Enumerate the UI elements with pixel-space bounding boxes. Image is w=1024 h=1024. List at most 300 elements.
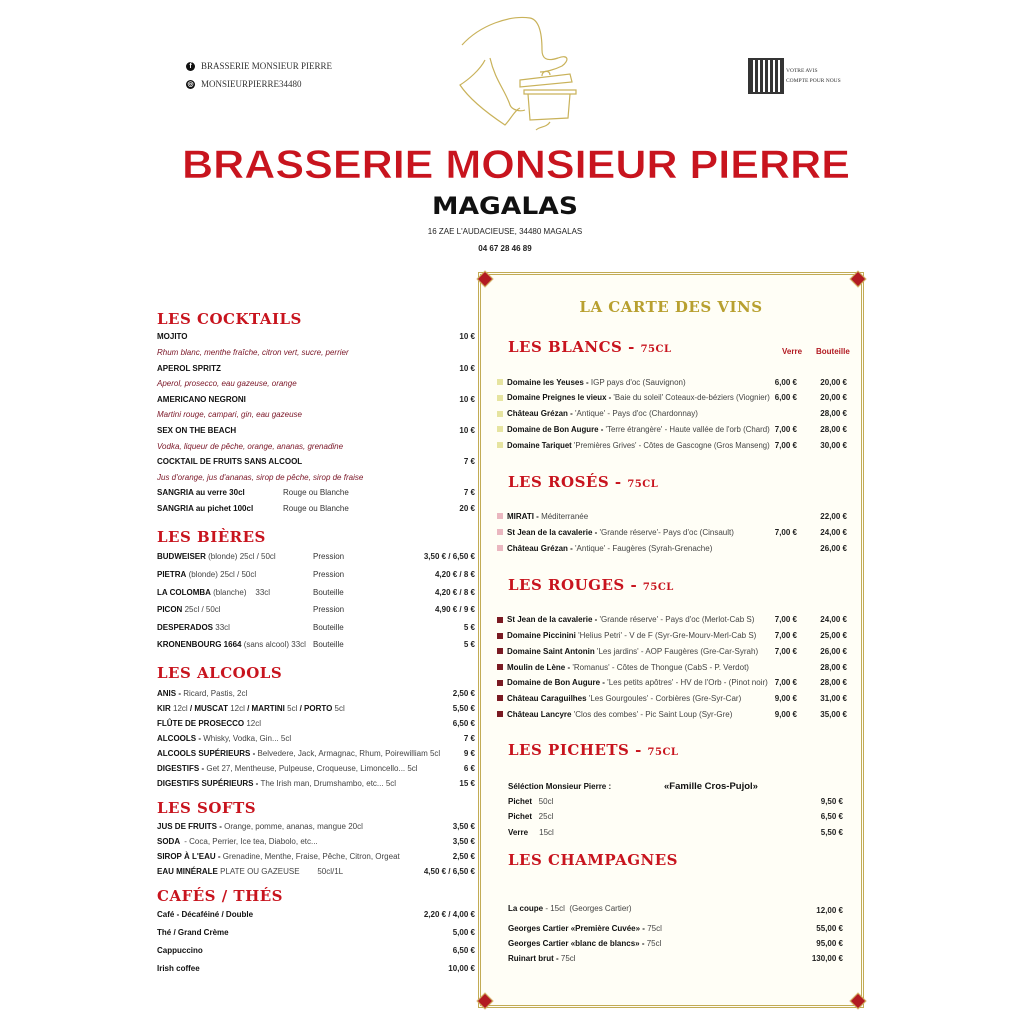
item-detail: Belvedere, Jack, Armagnac, Rhum, Poirewilliam 5cl xyxy=(255,748,441,758)
item-name: SANGRIA au verre 30cl xyxy=(157,488,245,498)
wine-text xyxy=(507,441,770,450)
bottle-price: 28,00 € xyxy=(820,678,847,688)
wine-detail: 'Les jardins' - AOP Faugères (Gre-Car-Syrah) xyxy=(594,646,759,656)
menu-item xyxy=(157,924,475,942)
item-detail: Orange, pomme, ananas, mangue 20cl xyxy=(221,822,363,832)
item-text xyxy=(508,812,553,821)
wine-name: Domaine les Yeuses - xyxy=(507,377,589,387)
menu-item xyxy=(157,864,475,879)
menu-item xyxy=(157,701,475,716)
wine-color-swatch-icon xyxy=(497,513,503,519)
item-text xyxy=(157,395,246,404)
item-text xyxy=(157,837,318,846)
bottle-price: 26,00 € xyxy=(820,646,847,656)
menu-item xyxy=(157,959,475,977)
item-name: Pichet xyxy=(508,812,533,821)
qr-caption-line-1: VOTRE AVIS xyxy=(786,68,818,74)
glass-price: 6,00 € xyxy=(774,377,797,387)
wine-detail: 'Baie du soleil' Coteaux-de-béziers (Viognier) xyxy=(611,393,770,403)
item-detail: 12cl xyxy=(227,703,248,713)
item-detail: PLATE OU GAZEUSE 50cl/1L xyxy=(217,866,344,876)
item-text xyxy=(157,332,188,341)
wine-name: Moulin de Lène - xyxy=(507,662,571,672)
wine-detail: 'Antique' - Pays d'oc (Chardonnay) xyxy=(572,409,698,418)
item-price: 5 € xyxy=(463,640,475,650)
item-name: Thé / Grand Crème xyxy=(157,928,229,938)
wine-item xyxy=(497,706,847,722)
wine-name: Domaine Preignes le vieux - xyxy=(507,393,612,403)
selection-value: «Famille Cros-Pujol» xyxy=(664,780,758,792)
section-title-suffix: 75CL xyxy=(642,582,674,593)
item-detail: 33cl xyxy=(213,622,230,632)
wine-name: St Jean de la cavalerie - xyxy=(507,615,598,625)
restaurant-title xyxy=(180,140,852,186)
menu-item xyxy=(157,566,475,584)
item-text xyxy=(157,689,247,698)
wine-list xyxy=(497,508,847,556)
item-detail: 25cl xyxy=(532,812,554,821)
item-name: Georges Cartier «Première Cuvée» - xyxy=(508,923,645,933)
menu-item xyxy=(157,686,475,701)
wine-detail: 'Helius Petri' - V de F (Syr-Gre-Mourv-Merl-Cab S) xyxy=(575,631,757,641)
item-price: 5,50 € xyxy=(452,703,475,713)
item-text xyxy=(157,588,270,597)
item-price: 7 € xyxy=(463,488,475,498)
item-description: Vodka, liqueur de pêche, orange, ananas, grenadine xyxy=(157,441,344,451)
item-text xyxy=(157,734,291,743)
item-name: COCKTAIL DE FRUITS SANS ALCOOL xyxy=(157,457,303,467)
item-list xyxy=(157,329,475,516)
wine-color-swatch-icon xyxy=(497,680,503,686)
qr-caption xyxy=(786,66,841,86)
item-name: BUDWEISER xyxy=(157,552,206,562)
menu-item xyxy=(157,906,475,924)
wine-item xyxy=(497,421,847,437)
bottle-price: 31,00 € xyxy=(820,693,847,703)
wine-detail: IGP pays d'oc (Sauvignon) xyxy=(588,377,686,387)
wine-name: Domaine Saint Antonin xyxy=(507,646,595,656)
item-name: Verre xyxy=(508,827,529,837)
wine-detail: 'Premières Grives' - Côtes de Gascogne (Gros Manseng) xyxy=(571,440,770,450)
item-text xyxy=(157,910,253,919)
section-title-text: LES ALCOOLS xyxy=(157,664,283,682)
item-detail: (blonde) 25cl / 50cl xyxy=(205,552,276,562)
wine-item xyxy=(497,524,847,540)
item-price: 9 € xyxy=(463,748,475,758)
section-title-text: LES CHAMPAGNES xyxy=(508,851,679,869)
item-price: 6,50 € xyxy=(820,812,843,821)
menu-item xyxy=(157,548,475,566)
bottle-price: 26,00 € xyxy=(820,543,847,553)
pichet-item-list xyxy=(508,793,843,840)
section-title xyxy=(157,310,302,328)
item-detail: 15cl xyxy=(528,827,554,837)
wine-item xyxy=(497,390,847,406)
glass-price: 7,00 € xyxy=(774,615,797,625)
item-text xyxy=(157,852,400,861)
item-text xyxy=(508,924,662,933)
item-text xyxy=(508,904,632,913)
instagram-label: MONSIEURPIERRE34480 xyxy=(201,79,302,89)
qr-code-icon[interactable] xyxy=(750,60,782,92)
item-name: SANGRIA au pichet 100cl xyxy=(157,504,254,514)
item-name: / MARTINI xyxy=(247,703,285,713)
item-price: 12,00 € xyxy=(816,906,843,915)
item-text xyxy=(157,623,230,632)
section-title-text: LES ROSÉS - xyxy=(508,473,628,491)
item-price: 2,20 € / 4,00 € xyxy=(423,910,475,920)
item-price: 95,00 € xyxy=(816,938,843,948)
item-detail: The Irish man, Drumshambo, etc... 5cl xyxy=(258,778,397,788)
pichet-item xyxy=(508,793,843,809)
item-detail: Get 27, Mentheuse, Pulpeuse, Croqueuse, Limoncello... 5cl xyxy=(204,763,418,773)
menu-item xyxy=(157,761,475,776)
wine-item xyxy=(497,659,847,675)
wine-text xyxy=(507,615,754,624)
verre-column-header: Verre xyxy=(782,347,803,356)
item-list xyxy=(157,686,475,791)
section-title xyxy=(508,576,674,594)
wine-detail: 'Terre étrangère' - Haute vallée de l'orb (Chard) xyxy=(603,424,770,434)
wine-list xyxy=(497,612,847,722)
item-list xyxy=(157,820,475,879)
item-price: 10 € xyxy=(459,394,475,404)
item-detail: 75cl xyxy=(644,923,662,933)
item-name: DIGESTIFS SUPÉRIEURS - xyxy=(157,778,259,788)
item-price: 6,50 € xyxy=(452,945,475,955)
item-text xyxy=(157,640,306,649)
wine-color-swatch-icon xyxy=(497,545,503,551)
menu-item xyxy=(157,619,475,637)
menu-item xyxy=(157,423,475,439)
item-price: 10,00 € xyxy=(448,963,475,973)
item-serving: Rouge ou Blanche xyxy=(283,488,349,498)
qr-caption-line-2: COMPTE POUR NOUS xyxy=(786,78,841,84)
item-detail: 75cl xyxy=(558,953,576,963)
phone-number[interactable]: 04 67 28 46 89 xyxy=(478,244,532,253)
section-title xyxy=(508,741,678,759)
wine-color-swatch-icon xyxy=(497,395,503,401)
wine-color-swatch-icon xyxy=(497,442,503,448)
item-text xyxy=(157,570,256,579)
item-detail: 5cl xyxy=(332,703,345,713)
wine-color-swatch-icon xyxy=(497,695,503,701)
wine-list-title: LA CARTE DES VINS xyxy=(579,298,763,316)
item-list xyxy=(157,548,475,654)
bouteille-column-header: Bouteille xyxy=(816,347,850,356)
champagne-coupe xyxy=(508,902,843,914)
item-text xyxy=(157,867,343,876)
wine-detail: 'Les petits apôtres' - HV de l'Orb - (Pinot noir) xyxy=(604,678,768,688)
bottle-price: 24,00 € xyxy=(820,615,847,625)
item-text xyxy=(157,457,302,466)
item-text xyxy=(157,964,200,973)
section-title-text: LES BLANCS - xyxy=(508,338,641,356)
item-serving: Pression xyxy=(313,605,345,615)
wine-color-swatch-icon xyxy=(497,411,503,417)
pichet-item xyxy=(508,809,843,825)
item-description: Martini rouge, campari, gin, eau gazeuse xyxy=(157,410,302,420)
wine-color-swatch-icon xyxy=(497,633,503,639)
item-text xyxy=(157,764,418,773)
section-title-text: LES SOFTS xyxy=(157,799,257,817)
menu-item xyxy=(157,942,475,960)
wine-text xyxy=(507,710,732,719)
bottle-price: 28,00 € xyxy=(820,662,847,672)
item-price: 130,00 € xyxy=(811,953,843,963)
item-price: 10 € xyxy=(459,363,475,373)
wine-name: Domaine de Bon Augure - xyxy=(507,424,604,434)
item-serving: Bouteille xyxy=(313,587,344,597)
item-name: ALCOOLS - xyxy=(157,733,201,743)
item-detail: 25cl / 50cl xyxy=(182,605,221,615)
item-description: Aperol, prosecco, eau gazeuse, orange xyxy=(157,379,297,389)
wine-color-swatch-icon xyxy=(497,426,503,432)
item-serving: Pression xyxy=(313,552,345,562)
wine-color-swatch-icon xyxy=(497,529,503,535)
wine-item xyxy=(497,612,847,628)
wine-detail: 'Grande réserve'- Pays d'oc (Cinsault) xyxy=(597,527,734,537)
section-title-suffix: 75CL xyxy=(640,344,672,355)
wine-text xyxy=(507,378,686,387)
wine-detail: 'Antique' - Faugères (Syrah-Grenache) xyxy=(572,543,713,553)
menu-item xyxy=(157,601,475,619)
item-price: 4,50 € / 6,50 € xyxy=(423,866,475,876)
bottle-price: 30,00 € xyxy=(820,440,847,450)
item-name: KIR xyxy=(157,703,171,713)
bottle-price: 22,00 € xyxy=(820,511,847,521)
item-name: DIGESTIFS - xyxy=(157,763,205,773)
pichet-item xyxy=(508,824,843,840)
glass-price: 7,00 € xyxy=(774,646,797,656)
wine-text xyxy=(507,393,770,402)
item-name: PICON xyxy=(157,605,183,615)
item-price: 2,50 € xyxy=(452,688,475,698)
facebook-link[interactable] xyxy=(186,61,332,71)
wine-text xyxy=(507,678,768,687)
wine-list xyxy=(497,374,847,453)
menu-item xyxy=(157,454,475,470)
wine-color-swatch-icon xyxy=(497,664,503,670)
wine-color-swatch-icon xyxy=(497,617,503,623)
menu-item xyxy=(157,731,475,746)
bottle-price: 28,00 € xyxy=(820,409,847,418)
item-price: 3,50 € / 6,50 € xyxy=(423,552,475,562)
item-description: Rhum blanc, menthe fraîche, citron vert, sucre, perrier xyxy=(157,348,349,358)
item-text xyxy=(157,749,440,758)
bottle-price: 24,00 € xyxy=(820,527,847,537)
wine-item xyxy=(497,406,847,422)
item-name: APEROL SPRITZ xyxy=(157,363,221,373)
glass-price: 7,00 € xyxy=(774,678,797,688)
champagne-item xyxy=(508,951,843,966)
item-name: Cappuccino xyxy=(157,945,203,955)
item-price: 55,00 € xyxy=(816,923,843,933)
menu-item xyxy=(157,820,475,835)
item-price: 10 € xyxy=(459,426,475,436)
item-text xyxy=(157,719,261,728)
menu-item xyxy=(157,776,475,791)
item-name: / MUSCAT xyxy=(189,703,228,713)
wine-item xyxy=(497,437,847,453)
glass-price: 7,00 € xyxy=(774,440,797,450)
item-description: Jus d'orange, jus d'ananas, sirop de pêche, sirop de fraise xyxy=(157,472,364,482)
wine-text xyxy=(507,409,698,418)
item-text xyxy=(157,822,363,831)
item-name: Ruinart brut - xyxy=(508,953,559,963)
wine-name: Château Grézan - xyxy=(507,543,573,553)
item-price: 3,50 € xyxy=(452,837,475,847)
facebook-label: BRASSERIE MONSIEUR PIERRE xyxy=(201,61,333,71)
item-text xyxy=(157,704,345,713)
item-name: Pichet xyxy=(508,796,533,806)
item-detail: Grenadine, Menthe, Fraise, Pêche, Citron, Orgeat xyxy=(220,851,400,861)
item-detail: 12cl xyxy=(170,703,190,713)
menu-item xyxy=(157,360,475,376)
bottle-price: 25,00 € xyxy=(820,631,847,641)
section-title xyxy=(157,799,256,817)
item-detail: - 15cl (Georges Cartier) xyxy=(543,903,632,913)
item-price: 4,90 € / 9 € xyxy=(434,605,475,615)
selection-row xyxy=(508,780,848,792)
item-name: Irish coffee xyxy=(157,963,200,973)
item-name: ANIS - xyxy=(157,688,181,698)
item-price: 3,50 € xyxy=(452,822,475,832)
menu-item xyxy=(157,485,475,501)
menu-item xyxy=(157,501,475,517)
bottle-price: 28,00 € xyxy=(820,424,847,434)
item-serving: Rouge ou Blanche xyxy=(283,504,349,514)
wine-detail: 'Romanus' - Côtes de Thongue (CabS - P. Verdot) xyxy=(570,662,749,672)
item-name: DESPERADOS xyxy=(157,622,214,632)
item-text xyxy=(157,364,221,373)
item-text xyxy=(157,552,276,561)
wine-name: Domaine de Bon Augure - xyxy=(507,678,605,688)
item-price: 15 € xyxy=(459,778,475,788)
wine-name: St Jean de la cavalerie - xyxy=(507,527,598,537)
instagram-link[interactable] xyxy=(186,79,302,89)
wine-text xyxy=(507,512,588,521)
menu-item xyxy=(157,392,475,408)
section-title-suffix: 75CL xyxy=(647,747,679,758)
svg-text:BRASSERIE MONSIEUR PIERRE: BRASSERIE MONSIEUR PIERRE xyxy=(182,143,850,186)
item-text xyxy=(157,504,253,513)
item-detail: 50cl xyxy=(532,796,554,806)
item-text xyxy=(157,426,236,435)
champagne-item xyxy=(508,921,843,936)
item-name: Café - Décaféiné / Double xyxy=(157,910,254,920)
item-text xyxy=(508,954,576,963)
item-price: 5 € xyxy=(463,622,475,632)
wine-item xyxy=(497,374,847,390)
item-name: ALCOOLS SUPÉRIEURS - xyxy=(157,748,256,758)
item-price: 6,50 € xyxy=(452,718,475,728)
item-name: Georges Cartier «blanc de blancs» - xyxy=(508,938,645,948)
glass-price: 9,00 € xyxy=(774,709,797,719)
wine-text xyxy=(507,663,749,672)
item-name: AMERICANO NEGRONI xyxy=(157,394,246,404)
item-detail: (blonde) 25cl / 50cl xyxy=(186,570,257,580)
facebook-icon: f xyxy=(186,62,195,71)
wine-item xyxy=(497,675,847,691)
town-subtitle xyxy=(430,190,580,220)
item-detail: - Coca, Perrier, Ice tea, Diabolo, etc... xyxy=(182,837,318,847)
item-price: 20 € xyxy=(459,504,475,514)
wine-name: MIRATI - xyxy=(507,511,539,521)
champagne-item xyxy=(508,936,843,951)
wine-item xyxy=(497,644,847,660)
section-title xyxy=(157,887,283,905)
item-price: 7 € xyxy=(463,457,475,467)
item-name: EAU MINÉRALE xyxy=(157,866,218,876)
wine-detail: 'Les Gourgoules' - Corbières (Gre-Syr-Car) xyxy=(586,693,742,703)
wine-detail: 'Clos des combes' - Pic Saint Loup (Syr-Gre) xyxy=(571,709,733,719)
item-price: 10 € xyxy=(459,332,475,342)
item-text xyxy=(157,605,221,614)
section-title-text: LES PICHETS - xyxy=(508,741,648,759)
item-name: La coupe xyxy=(508,903,544,913)
item-price: 5,00 € xyxy=(452,928,475,938)
wine-text xyxy=(507,425,770,434)
item-detail: (sans alcool) 33cl xyxy=(241,640,306,650)
champagne-item-list xyxy=(508,921,843,966)
glass-price: 6,00 € xyxy=(774,393,797,403)
section-title xyxy=(157,664,282,682)
item-text xyxy=(508,939,661,948)
chef-logo-icon xyxy=(450,10,590,140)
section-title-text: CAFÉS / THÉS xyxy=(157,887,284,905)
menu-item xyxy=(157,636,475,654)
wine-text xyxy=(507,544,712,553)
item-price: 4,20 € / 8 € xyxy=(434,570,475,580)
section-title xyxy=(157,528,266,546)
item-price: 5,50 € xyxy=(820,827,843,837)
menu-item xyxy=(157,716,475,731)
item-serving: Bouteille xyxy=(313,640,344,650)
wine-name: Château Lancyre xyxy=(507,709,572,719)
item-name: SIROP À L'EAU - xyxy=(157,851,221,861)
item-serving: Pression xyxy=(313,570,345,580)
svg-text:MAGALAS: MAGALAS xyxy=(432,192,578,220)
item-price: 7 € xyxy=(463,733,475,743)
wine-color-swatch-icon xyxy=(497,648,503,654)
menu-item xyxy=(157,849,475,864)
wine-item xyxy=(497,508,847,524)
item-name: LA COLOMBA xyxy=(157,587,211,597)
menu-item xyxy=(157,583,475,601)
item-text xyxy=(508,797,553,806)
item-detail: Whisky, Vodka, Gin... 5cl xyxy=(201,733,292,743)
section-title xyxy=(508,851,678,869)
item-name: MOJITO xyxy=(157,332,188,342)
item-text xyxy=(157,488,245,497)
item-text xyxy=(508,828,554,837)
item-name: JUS DE FRUITS - xyxy=(157,822,222,832)
item-price: 4,20 € / 8 € xyxy=(434,587,475,597)
bottle-price: 20,00 € xyxy=(820,393,847,403)
glass-price: 7,00 € xyxy=(774,527,797,537)
wine-color-swatch-icon xyxy=(497,379,503,385)
glass-price: 7,00 € xyxy=(774,631,797,641)
menu-item xyxy=(157,329,475,345)
wine-color-swatch-icon xyxy=(497,711,503,717)
bottle-price: 35,00 € xyxy=(820,709,847,719)
wine-item xyxy=(497,691,847,707)
item-serving: Bouteille xyxy=(313,622,344,632)
item-name: FLÛTE DE PROSECCO xyxy=(157,718,245,728)
wine-text xyxy=(507,528,734,537)
section-title-suffix: 75CL xyxy=(627,479,659,490)
